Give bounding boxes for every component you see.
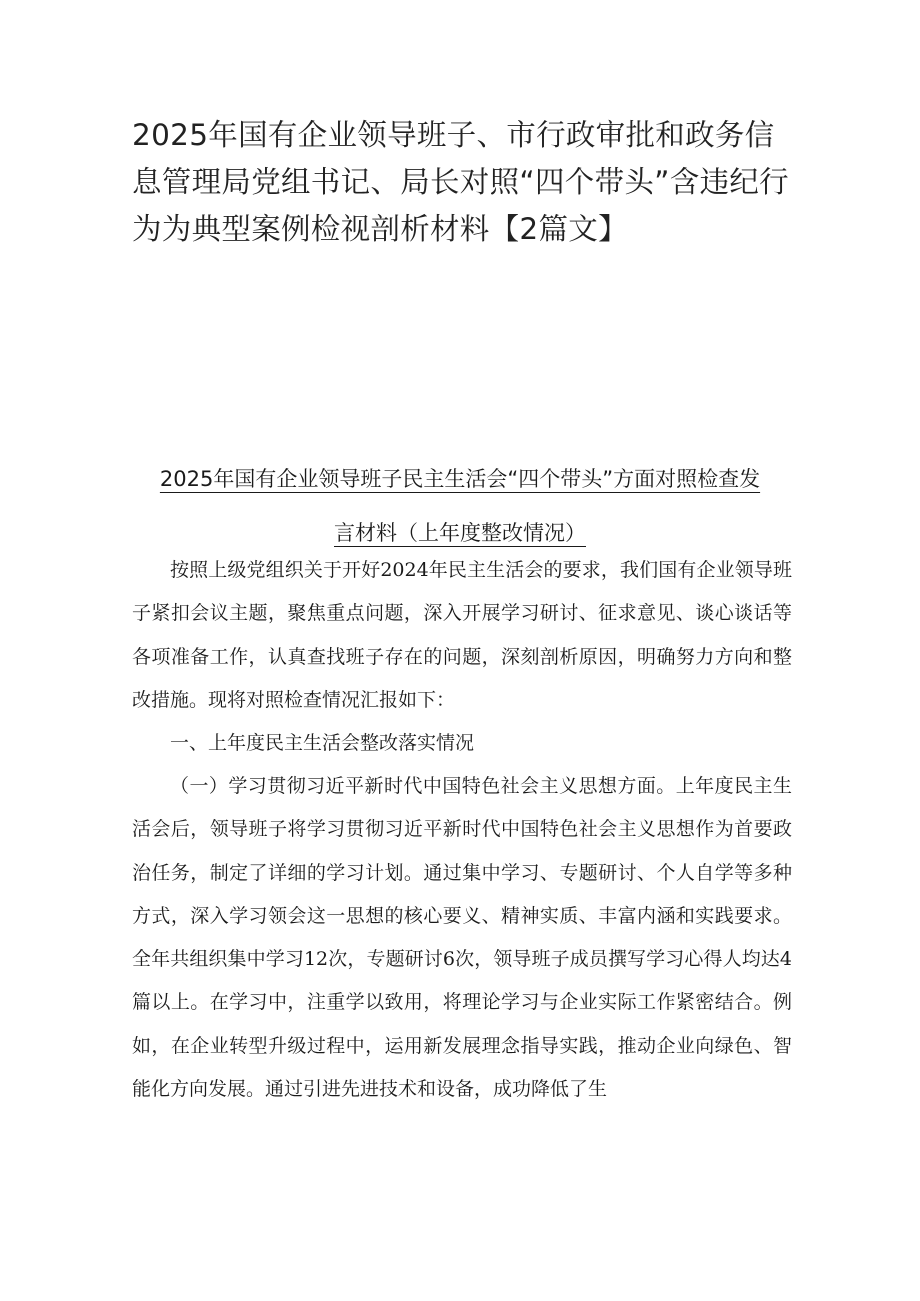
- section-heading: [120, 452, 800, 560]
- intro-paragraph: 按照上级党组织关于开好2024年民主生活会的要求，我们国有企业领导班子紧扣会议主题，聚焦重点问题，深入开展学习研讨、征求意见、谈心谈话等各项准备工作，认真查找班子存在的问题，深刻剖析原因，明确努力方向和整改措施。现将对照检查情况汇报如下：: [132, 559, 792, 711]
- section-heading-line1: 2025年国有企业领导班子民主生活会“四个带头”方面对照检查发: [159, 467, 761, 491]
- document-title: 2025年国有企业领导班子、市行政审批和政务信息管理局党组书记、局长对照“四个带头”含违纪行为为典型案例检视剖析材料【2篇文】: [132, 118, 789, 246]
- section-heading-line2: 言材料（上年度整改情况）: [334, 521, 586, 545]
- subsection-heading: 一、上年度民主生活会整改落实情况: [170, 732, 475, 754]
- body-paragraph: （一）学习贯彻习近平新时代中国特色社会主义思想方面。上年度民主生活会后，领导班子将学习贯彻习近平新时代中国特色社会主义思想作为首要政治任务，制定了详细的学习计划。通过集中学习、专题研讨、个人自学等多种方式，深入学习领会这一思想的核心要义、精神实质、丰富内涵和实践要求。全年共组织集中学习12次，专题研讨6次，领导班子成员撰写学习心得人均达4篇以上。在学习中，注重学以致用，将理论学习与企业实际工作紧密结合。例如，在企业转型升级过程中，运用新发展理念指导实践，推动企业向绿色、智能化方向发展。通过引进先进技术和设备，成功降低了生: [132, 775, 792, 1101]
